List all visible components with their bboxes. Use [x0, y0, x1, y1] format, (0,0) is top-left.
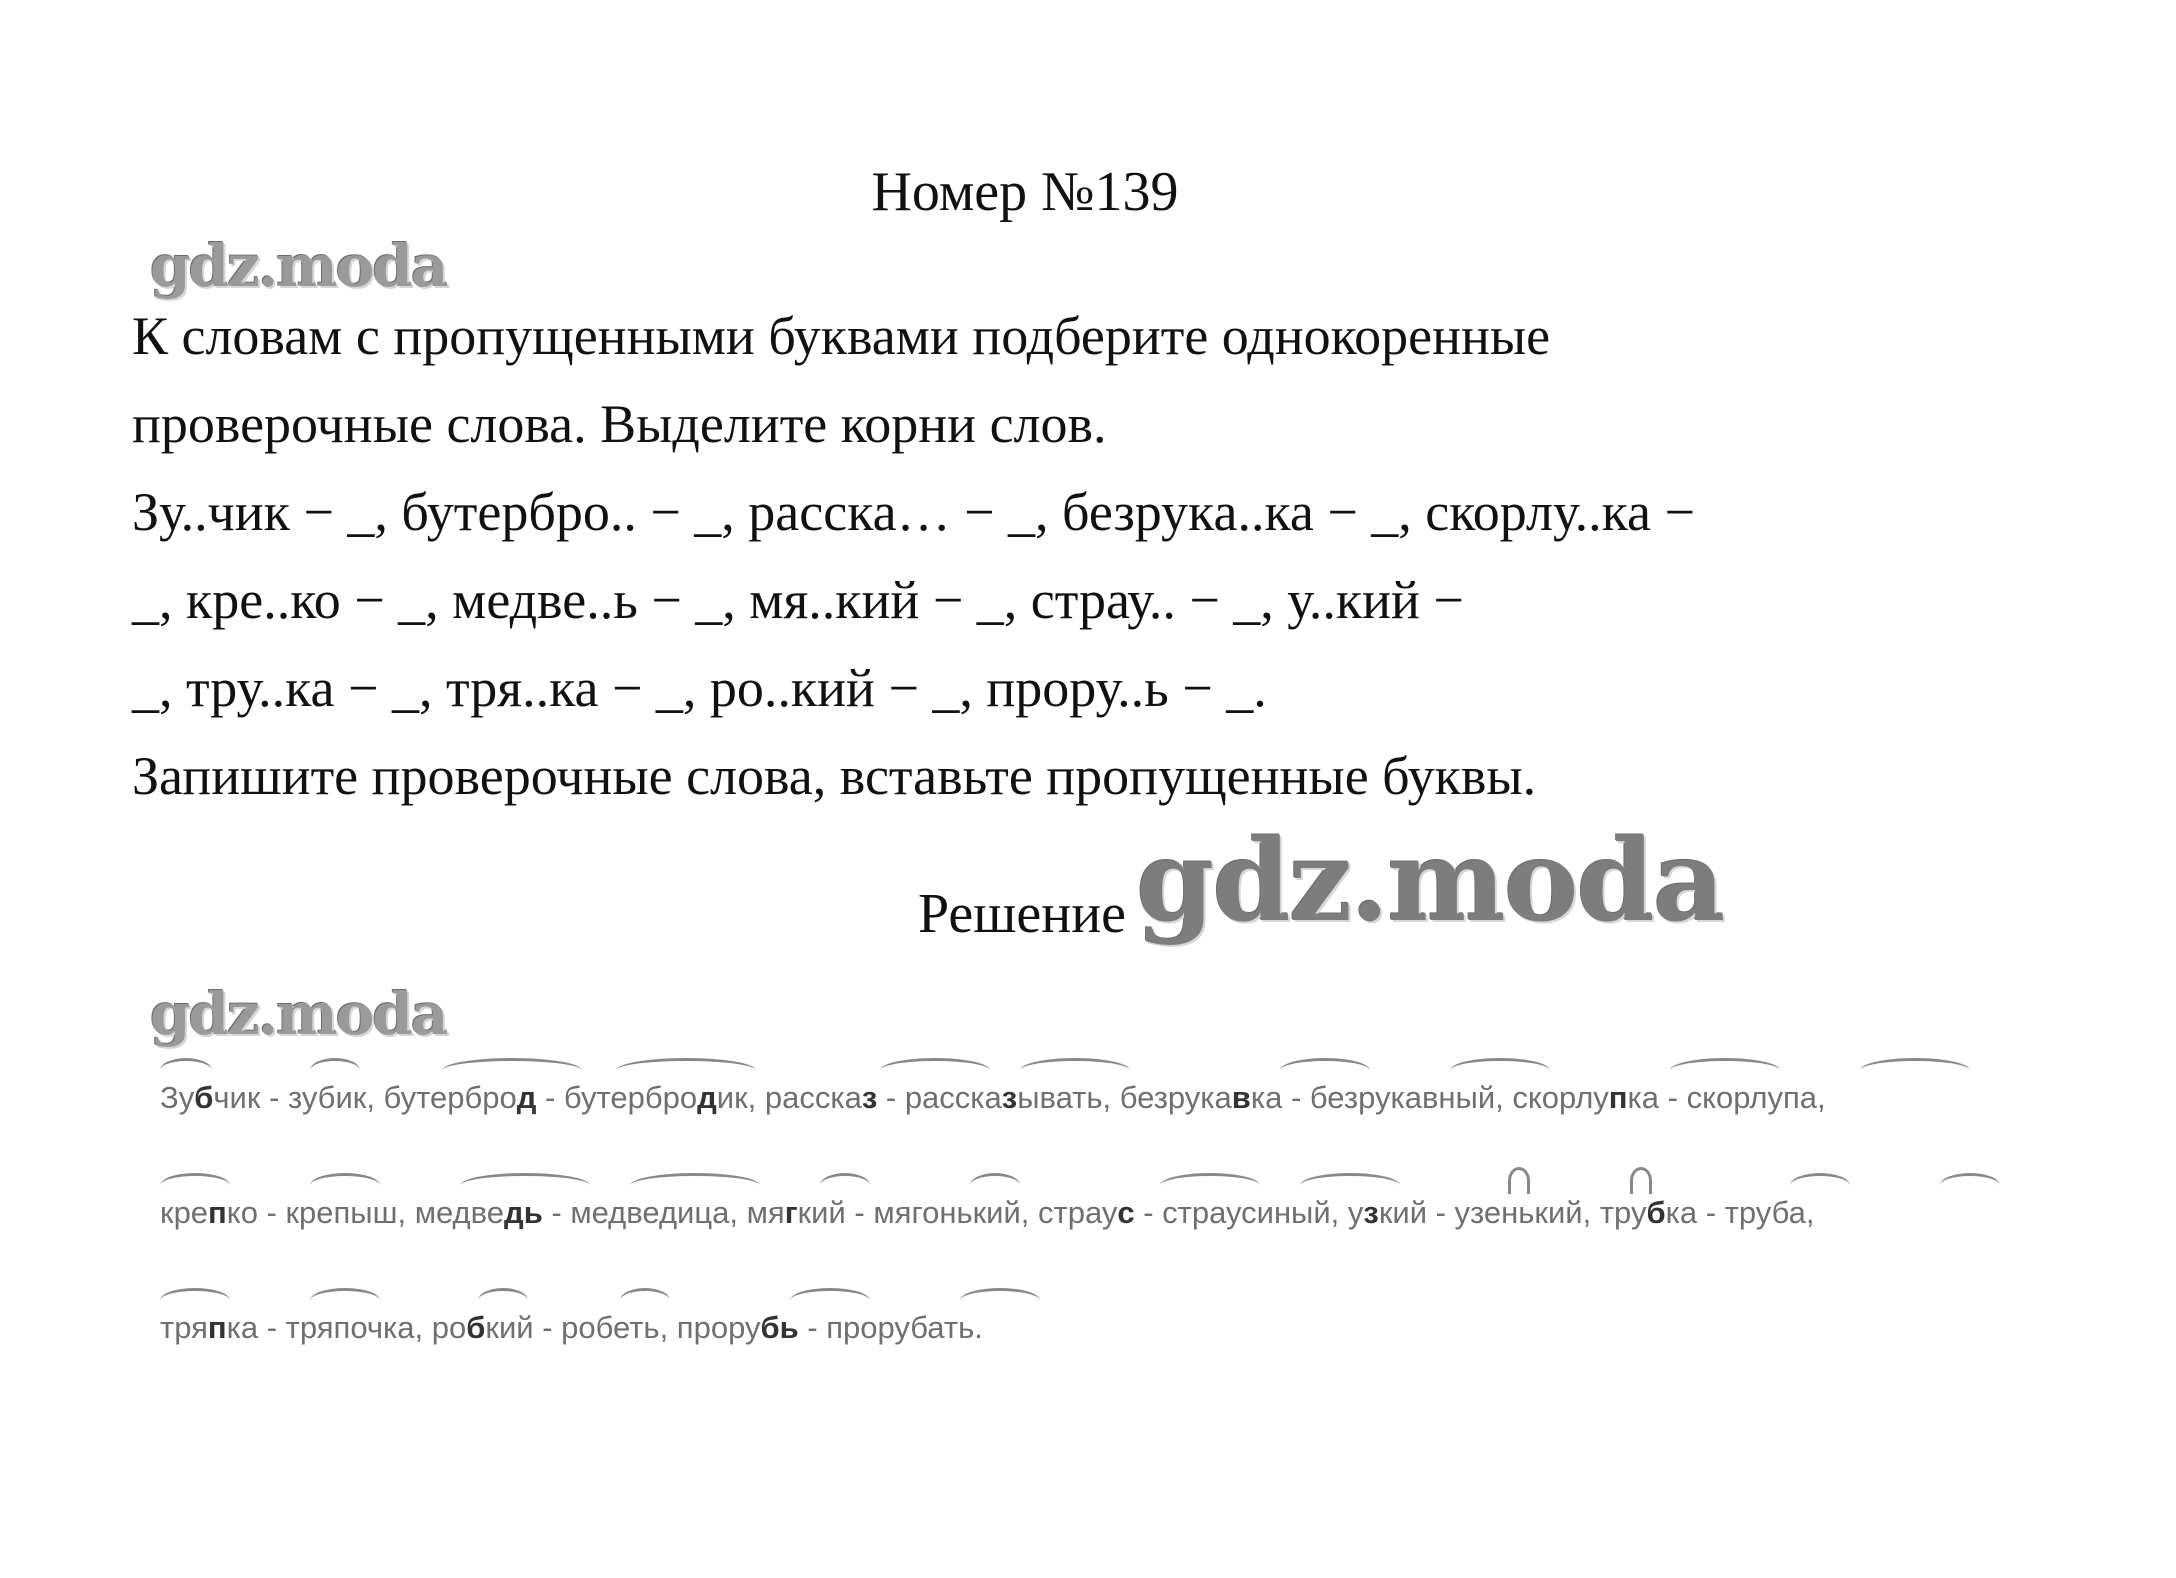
- answer-letter: з: [861, 1080, 878, 1115]
- solution-answers: [160, 1040, 2060, 1385]
- answer-letter: г: [784, 1195, 798, 1230]
- answer-text: ка - тряпочка, ро: [226, 1310, 467, 1345]
- answer-text: чик - зубик, бутербро: [213, 1080, 517, 1115]
- root-arc-mark: [960, 1288, 1040, 1313]
- answer-text: - прорубать.: [798, 1310, 983, 1345]
- answer-letter: б: [194, 1080, 214, 1115]
- answer-text: - медведица, мя: [542, 1195, 785, 1230]
- answer-text: ывать, безрука: [1017, 1080, 1232, 1115]
- root-arc-mark: [310, 1288, 380, 1313]
- root-arc-mark: [1450, 1058, 1550, 1083]
- root-arc-mark: [1860, 1058, 1970, 1083]
- root-arc-mark: [820, 1173, 870, 1198]
- answer-letter: п: [208, 1195, 227, 1230]
- root-arc-mark: [1280, 1058, 1370, 1083]
- watermark-logo: gdz.moda: [150, 232, 447, 300]
- root-arc-mark: [1940, 1173, 2000, 1198]
- answer-letter: з: [1001, 1080, 1018, 1115]
- answer-text: кий - робеть, прору: [485, 1310, 761, 1345]
- answer-letter: дь: [504, 1195, 543, 1230]
- answer-text: - расска: [877, 1080, 1002, 1115]
- task-line: _, кре..ко − _, медве..ь − _, мя..кий − _, страу.. − _, у..кий −: [132, 570, 1464, 630]
- answer-text: ка - скорлупа,: [1627, 1080, 1826, 1115]
- answer-line: [160, 1040, 2060, 1155]
- answer-text: ка - безрукавный, скорлу: [1250, 1080, 1609, 1115]
- root-arc-mark: [1508, 1167, 1530, 1194]
- answer-text: тря: [160, 1310, 208, 1345]
- task-line: Зу..чик − _, бутербро.. − _, расска… − _, безрука..ка − _, скорлу..ка −: [132, 482, 1695, 542]
- solution-label: Решение: [918, 883, 1127, 945]
- root-arc-mark: [1790, 1173, 1850, 1198]
- root-arc-mark: [160, 1288, 230, 1313]
- answer-line: [160, 1155, 2060, 1270]
- root-arc-mark: [790, 1288, 870, 1313]
- root-arc-mark: [1630, 1167, 1652, 1194]
- answer-letter: б: [1646, 1195, 1666, 1230]
- root-arc-mark: [880, 1058, 990, 1083]
- answer-text: кий - мягонький, страу: [797, 1195, 1118, 1230]
- answer-text: ко - крепыш, медве: [226, 1195, 505, 1230]
- root-arc-mark: [310, 1058, 360, 1083]
- root-arc-mark: [1020, 1058, 1130, 1083]
- answer-line: [160, 1270, 2060, 1385]
- root-arc-mark: [1670, 1058, 1780, 1083]
- root-arc-mark: [1300, 1173, 1400, 1198]
- root-arc-mark: [616, 1058, 756, 1083]
- root-arc-mark: [970, 1173, 1020, 1198]
- root-arc-mark: [442, 1058, 582, 1083]
- task-text: [132, 292, 2082, 820]
- answer-letter: д: [516, 1080, 537, 1115]
- root-arc-mark: [160, 1173, 230, 1198]
- root-arc-mark: [160, 1058, 212, 1083]
- watermark-logo-large: gdz.moda: [1136, 816, 1724, 947]
- answer-letter: бь: [760, 1310, 799, 1345]
- answer-letter: в: [1231, 1080, 1251, 1115]
- root-arc-mark: [1160, 1173, 1260, 1198]
- answer-letter: б: [466, 1310, 486, 1345]
- root-arc-mark: [630, 1173, 760, 1198]
- task-line: К словам с пропущенными буквами подберите однокоренные: [132, 306, 1551, 366]
- task-line: проверочные слова. Выделите корни слов.: [132, 394, 1107, 454]
- answer-letter: с: [1117, 1195, 1135, 1230]
- root-arc-mark: [460, 1173, 590, 1198]
- answer-letter: з: [1363, 1195, 1379, 1230]
- answer-letter: п: [1608, 1080, 1628, 1115]
- page-title: Номер №139: [871, 161, 1179, 223]
- answer-text: Зу: [160, 1080, 195, 1115]
- root-arc-mark: [620, 1288, 670, 1313]
- watermark-logo: gdz.moda: [150, 980, 447, 1048]
- answer-letter: д: [697, 1080, 717, 1115]
- task-line: _, тру..ка − _, тря..ка − _, ро..кий − _, прору..ь − _.: [132, 658, 1267, 718]
- answer-text: ка - труба,: [1665, 1195, 1815, 1230]
- answer-letter: п: [207, 1310, 227, 1345]
- answer-text: ик, расска: [716, 1080, 862, 1115]
- answer-text: кре: [160, 1195, 209, 1230]
- root-arc-mark: [478, 1288, 528, 1313]
- answer-text: - бутербро: [536, 1080, 698, 1115]
- answer-text: кий - узенький, тру: [1378, 1195, 1647, 1230]
- root-arc-mark: [310, 1173, 380, 1198]
- answer-text: - страусиный, у: [1134, 1195, 1364, 1230]
- task-line: Запишите проверочные слова, вставьте пропущенные буквы.: [132, 746, 1537, 806]
